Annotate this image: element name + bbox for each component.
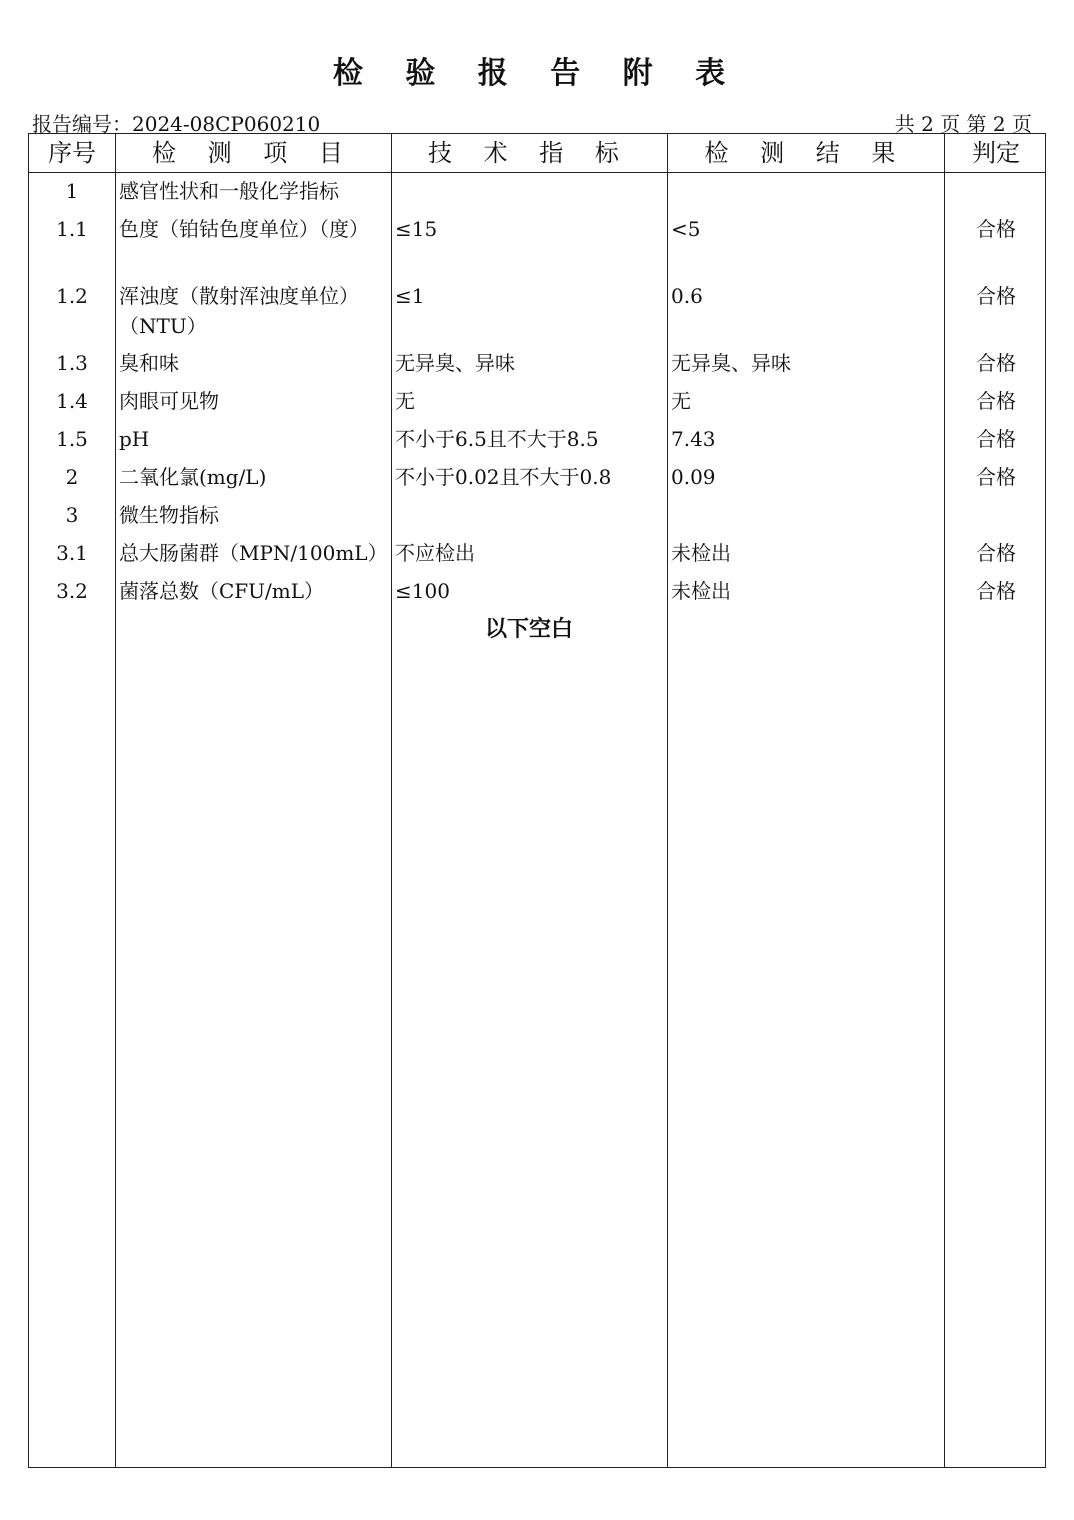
row-item: 臭和味 [119, 351, 179, 375]
row-no: 1.5 [56, 427, 88, 451]
row-spec: ≤15 [395, 217, 438, 241]
row-spec: 无 [395, 389, 415, 413]
row-spec: 不小于0.02且不大于0.8 [395, 465, 612, 489]
row-no: 1.3 [56, 351, 88, 375]
row-no: 3.2 [56, 579, 88, 603]
row-result: 未检出 [671, 579, 731, 603]
row-judge: 合格 [976, 217, 1016, 241]
row-judge: 合格 [976, 284, 1016, 308]
header-divider [29, 172, 1045, 173]
row-item: 感官性状和一般化学指标 [119, 179, 339, 203]
row-no: 1.2 [56, 284, 88, 308]
page-title: 检 验 报 告 附 表 [332, 56, 742, 91]
row-judge: 合格 [976, 579, 1016, 603]
row-no: 3 [65, 503, 79, 527]
row-no: 1.1 [56, 217, 88, 241]
row-result: 未检出 [671, 541, 731, 565]
row-spec: ≤100 [395, 579, 450, 603]
column-divider [944, 134, 945, 1467]
row-item: 总大肠菌群（MPN/100mL） [119, 541, 388, 565]
row-spec: 不应检出 [395, 541, 475, 565]
row-spec: 不小于6.5且不大于8.5 [395, 427, 599, 451]
row-no: 3.1 [56, 541, 88, 565]
row-item: pH [119, 427, 150, 451]
row-spec: 无异臭、异味 [395, 351, 515, 375]
row-judge: 合格 [976, 465, 1016, 489]
row-no: 2 [65, 465, 79, 489]
page-indicator: 共 2 页 第 2 页 [894, 112, 1032, 136]
row-no: 1.4 [56, 389, 88, 413]
row-judge: 合格 [976, 389, 1016, 413]
row-item: 微生物指标 [119, 503, 219, 527]
row-result: 7.43 [671, 427, 716, 451]
header-spec: 技 术 指 标 [428, 139, 631, 167]
header-result: 检 测 结 果 [704, 139, 908, 167]
row-judge: 合格 [976, 541, 1016, 565]
header-judge: 判定 [972, 139, 1020, 167]
column-divider [667, 134, 668, 1467]
row-result: 无 [671, 389, 691, 413]
row-judge: 合格 [976, 351, 1016, 375]
header-item: 检 测 项 目 [152, 139, 355, 167]
row-item: 浑浊度（散射浑浊度单位）（NTU） [119, 284, 359, 338]
row-result: 0.09 [671, 465, 716, 489]
row-item: 二氧化氯(mg/L) [119, 465, 267, 489]
row-item: 肉眼可见物 [119, 389, 219, 413]
column-divider [115, 134, 116, 1467]
blank-below-note: 以下空白 [484, 617, 573, 642]
row-result: 0.6 [671, 284, 703, 308]
row-result: <5 [671, 217, 701, 241]
column-divider [391, 134, 392, 1467]
row-item: 色度（铂钴色度单位）（度） [119, 217, 369, 241]
header-no: 序号 [48, 139, 96, 167]
row-judge: 合格 [976, 427, 1016, 451]
row-result: 无异臭、异味 [671, 351, 791, 375]
report-number: 报告编号：2024-08CP060210 [32, 112, 321, 136]
row-item: 菌落总数（CFU/mL） [119, 579, 325, 603]
row-no: 1 [65, 179, 79, 203]
result-table [28, 133, 1046, 1468]
row-spec: ≤1 [395, 284, 425, 308]
